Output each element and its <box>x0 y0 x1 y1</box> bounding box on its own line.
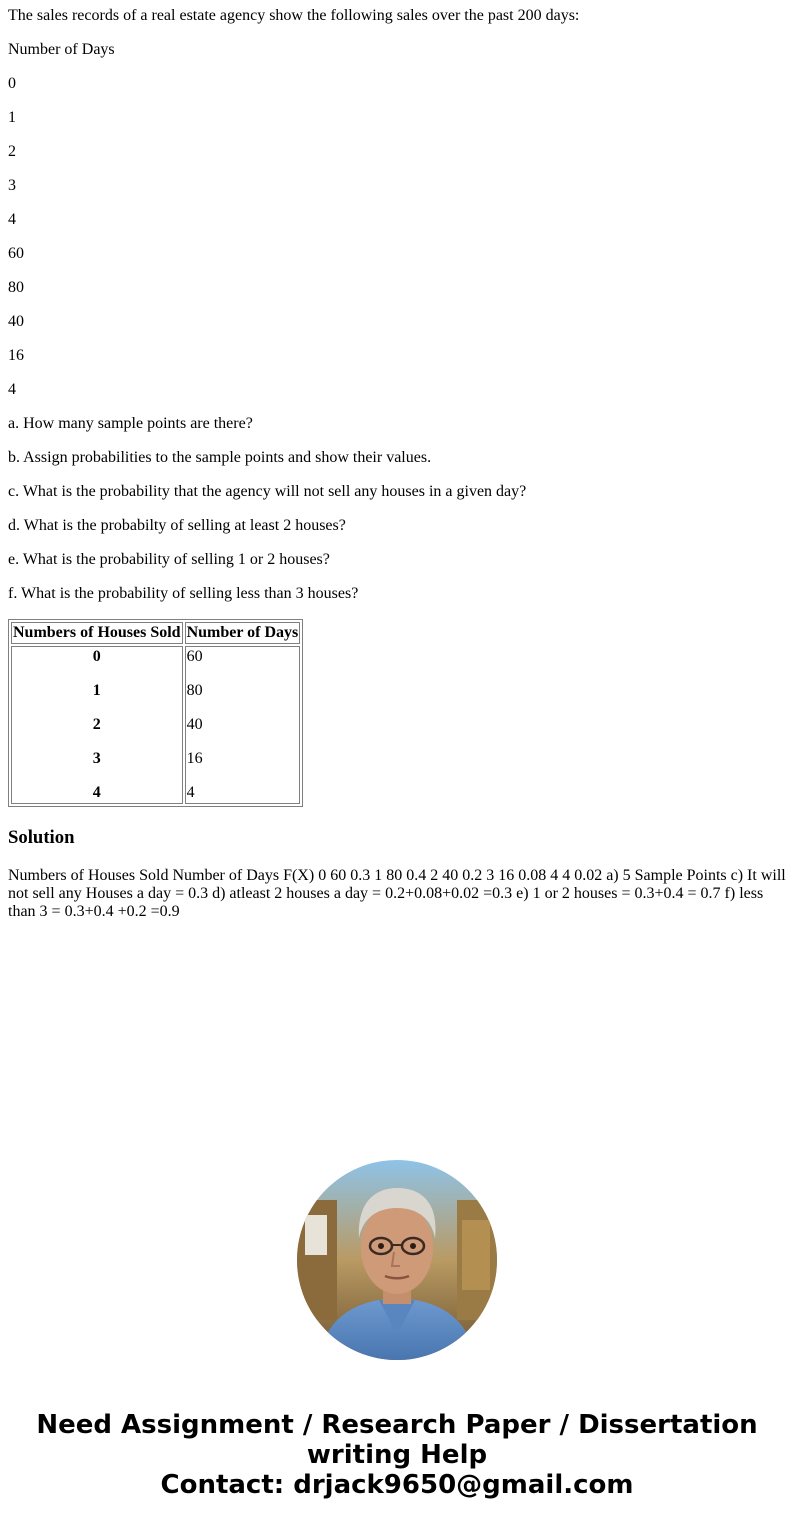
intro-text: The sales records of a real estate agency show the following sales over the past 200 days: <box>8 7 580 24</box>
houses-sold-value: 1 <box>92 682 101 699</box>
solution-heading: Solution <box>8 827 75 848</box>
list-value: 2 <box>8 143 16 160</box>
list-value: 1 <box>8 109 16 126</box>
houses-sold-value: 2 <box>92 716 101 733</box>
list-value: 16 <box>8 347 24 364</box>
list-value: 4 <box>8 381 16 398</box>
question-f: f. What is the probability of selling less than 3 houses? <box>8 585 359 602</box>
houses-sold-value: 4 <box>92 784 101 801</box>
table-row <box>11 646 300 804</box>
table-header-row <box>11 622 300 644</box>
question-e: e. What is the probability of selling 1 or 2 houses? <box>8 551 330 568</box>
sales-table <box>8 619 303 807</box>
document-body <box>0 7 794 921</box>
header-houses-sold: Numbers of Houses Sold <box>11 622 183 644</box>
footer-line: Need Assignment / Research Paper / Dissertation <box>36 1410 758 1440</box>
list-value: 4 <box>8 211 16 228</box>
houses-sold-value: 3 <box>92 750 101 767</box>
list-value: 3 <box>8 177 16 194</box>
person-portrait-icon <box>297 1160 497 1360</box>
houses-sold-cell <box>11 646 183 804</box>
days-value: 4 <box>186 784 195 801</box>
days-value: 40 <box>186 716 203 733</box>
question-d: d. What is the probabilty of selling at least 2 houses? <box>8 517 346 534</box>
question-b: b. Assign probabilities to the sample points and show their values. <box>8 449 432 466</box>
list-header: Number of Days <box>8 41 115 58</box>
list-value: 40 <box>8 313 24 330</box>
list-value: 0 <box>8 75 16 92</box>
days-value: 80 <box>186 682 203 699</box>
list-value: 80 <box>8 279 24 296</box>
number-of-days-cell <box>185 646 301 804</box>
header-number-of-days: Number of Days <box>185 622 301 644</box>
list-value: 60 <box>8 245 24 262</box>
footer-contact: Contact: drjack9650@gmail.com <box>160 1470 634 1500</box>
question-c: c. What is the probability that the agency will not sell any houses in a given day? <box>8 483 527 500</box>
days-value: 16 <box>186 750 203 767</box>
footer-banner <box>0 1410 794 1500</box>
question-a: a. How many sample points are there? <box>8 415 253 432</box>
avatar <box>297 1160 497 1360</box>
houses-sold-value: 0 <box>92 648 101 665</box>
days-value: 60 <box>186 648 203 665</box>
solution-text: Numbers of Houses Sold Number of Days F(X) 0 60 0.3 1 80 0.4 2 40 0.2 3 16 0.08 4 4 0.02 a) 5 Sample Points c) It will not sell any Houses a day = 0.3 d) atleast 2 houses a day = 0.2+0.08+0.02 =0.3 e) 1 or 2 houses = 0.3+0.4 = 0.7 f) less than 3 = 0.3+0.4 +0.2 =0.9 <box>8 867 786 920</box>
footer-line: writing Help <box>306 1440 488 1470</box>
